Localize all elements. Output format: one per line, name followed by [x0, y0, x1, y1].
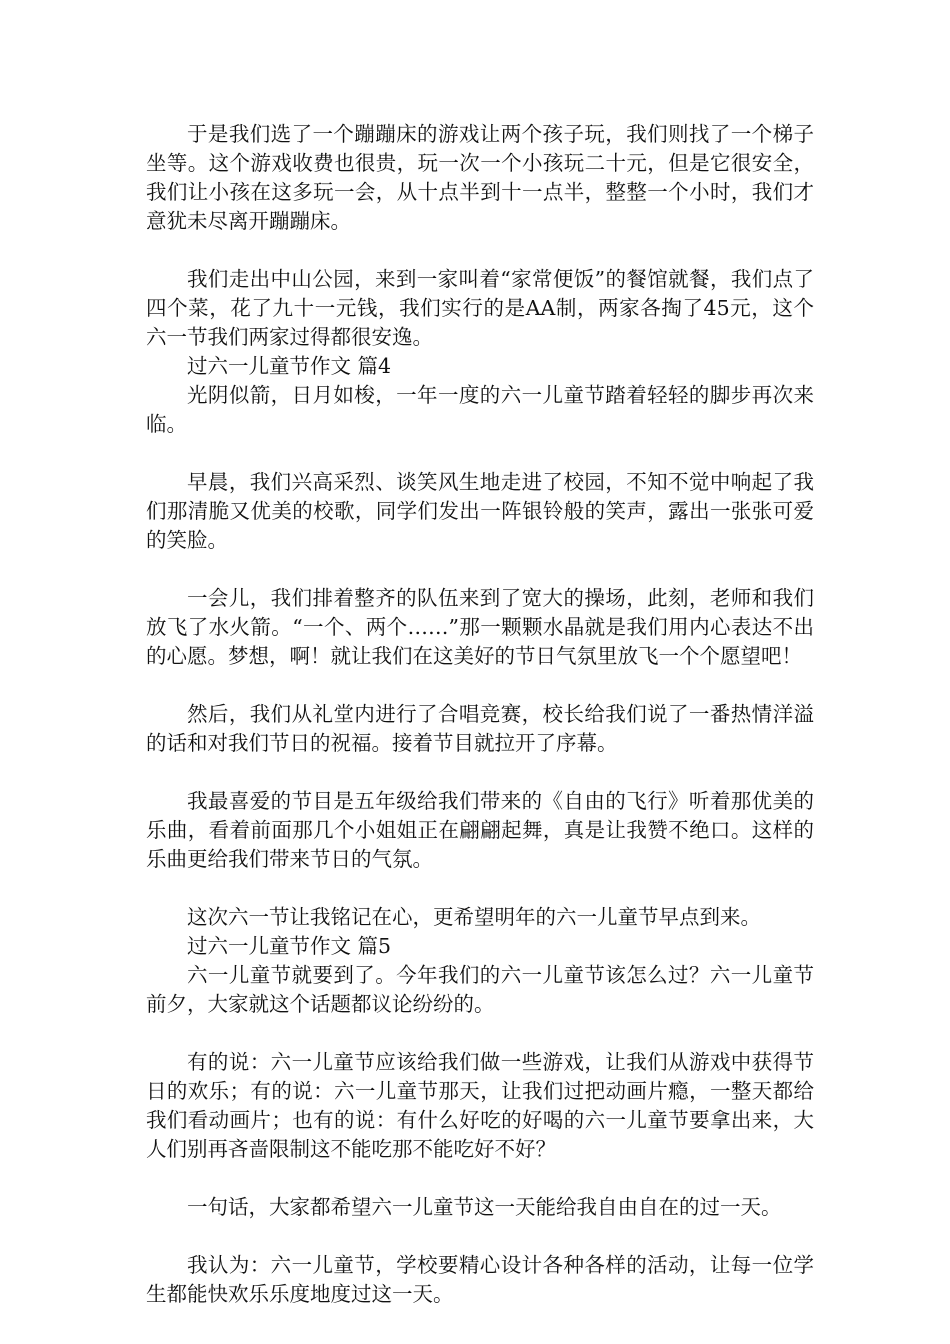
paragraph-water-rocket: 一会儿，我们排着整齐的队伍来到了宽大的操场，此刻，老师和我们放飞了水火箭。“一个、两个……”那一颗颗水晶就是我们用内心表达不出的心愿。梦想，啊！就让我们在这美好的节日气氛里放飞一个个愿望吧！: [146, 586, 814, 668]
paragraph-time-flies: 光阴似箭，日月如梭，一年一度的六一儿童节踏着轻轻的脚步再次来临。: [146, 383, 814, 436]
section-heading-4: 过六一儿童节作文 篇4: [187, 354, 392, 378]
document-body: [146, 120, 814, 1309]
paragraph-favorite-show: 我最喜爱的节目是五年级给我们带来的《自由的飞行》听着那优美的乐曲，看着前面那几个小姐姐正在翩翩起舞，真是让我赞不绝口。这样的乐曲更给我们带来节日的气氛。: [146, 789, 814, 871]
paragraph-restaurant: 我们走出中山公园，来到一家叫着“家常便饭”的餐馆就餐，我们点了四个菜，花了九十一元钱，我们实行的是AA制，两家各掏了45元，这个六一节我们两家过得都很安逸。: [146, 267, 814, 349]
paragraph-morning: 早晨，我们兴高采烈、谈笑风生地走进了校园，不知不觉中响起了我们那清脆又优美的校歌，同学们发出一阵银铃般的笑声，露出一张张可爱的笑脸。: [146, 470, 814, 552]
paragraph-one-sentence: 一句话，大家都希望六一儿童节这一天能给我自由自在的过一天。: [187, 1195, 782, 1219]
paragraph-coming-soon: 六一儿童节就要到了。今年我们的六一儿童节该怎么过？六一儿童节前夕，大家就这个话题都议论纷纷的。: [146, 963, 814, 1016]
section-heading-5: 过六一儿童节作文 篇5: [187, 934, 392, 958]
paragraph-choir: 然后，我们从礼堂内进行了合唱竞赛，校长给我们说了一番热情洋溢的话和对我们节日的祝福。接着节目就拉开了序幕。: [146, 702, 814, 755]
paragraph-my-view: 我认为：六一儿童节，学校要精心设计各种各样的活动，让每一位学生都能快欢乐乐度地度过这一天。: [146, 1253, 814, 1306]
paragraph-trampoline: 于是我们选了一个蹦蹦床的游戏让两个孩子玩，我们则找了一个梯子坐等。这个游戏收费也很贵，玩一次一个小孩玩二十元，但是它很安全，我们让小孩在这多玩一会，从十点半到十一点半，整整一个小时，我们才意犹未尽离开蹦蹦床。: [146, 122, 814, 233]
paragraph-opinions: 有的说：六一儿童节应该给我们做一些游戏，让我们从游戏中获得节日的欢乐；有的说：六一儿童节那天，让我们过把动画片瘾，一整天都给我们看动画片；也有的说：有什么好吃的好喝的六一儿童节要拿出来，大人们别再吝啬限制这不能吃那不能吃好不好？: [146, 1050, 814, 1161]
paragraph-remember: 这次六一节让我铭记在心，更希望明年的六一儿童节早点到来。: [187, 905, 761, 929]
